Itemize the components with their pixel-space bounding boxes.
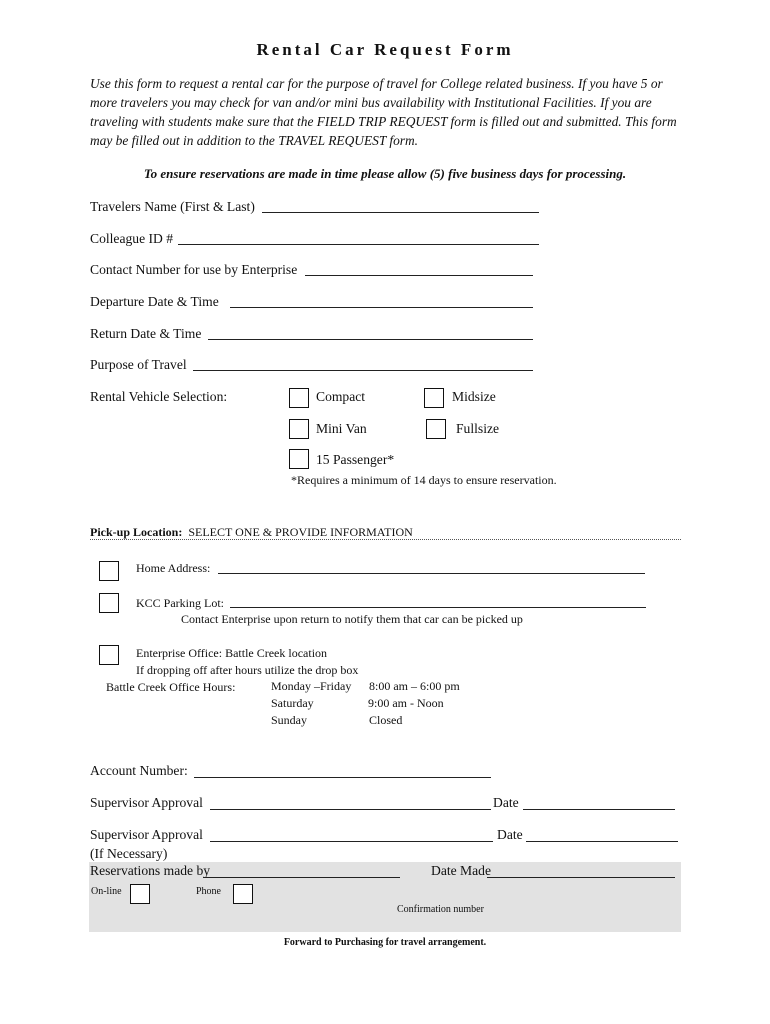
date-made-label: Date Made [431,863,492,878]
colleague-id-label: Colleague ID # [90,231,174,246]
hours-time: 8:00 am – 6:00 pm [369,679,460,693]
hours-day: Monday –Friday [271,679,352,693]
enterprise-office-label: Enterprise Office: Battle Creek location [136,646,328,660]
fullsize-checkbox[interactable] [426,419,446,439]
home-address-field[interactable] [218,573,645,574]
supervisor-date-2-label: Date [497,827,523,842]
departure-field[interactable] [230,307,533,308]
home-address-label: Home Address: [136,561,211,575]
phone-label: Phone [196,886,221,897]
form-title: Rental Car Request Form [256,40,514,59]
confirmation-number-label: Confirmation number [397,904,484,915]
passenger15-label: 15 Passenger* [316,452,395,467]
minivan-label: Mini Van [316,421,367,436]
kcc-parking-label: KCC Parking Lot: [136,596,225,610]
kcc-parking-field[interactable] [230,607,646,608]
hours-day: Sunday [271,713,307,727]
travelers-name-label: Travelers Name (First & Last) [90,199,255,214]
reservations-made-by-field[interactable] [203,877,400,878]
enterprise-office-checkbox[interactable] [99,645,119,665]
kcc-parking-checkbox[interactable] [99,593,119,613]
passenger15-checkbox[interactable] [289,449,309,469]
travelers-name-field[interactable] [262,212,539,213]
account-number-label: Account Number: [90,763,188,778]
purpose-field[interactable] [193,370,533,371]
account-number-field[interactable] [194,777,491,778]
contact-number-field[interactable] [305,275,533,276]
departure-label: Departure Date & Time [90,294,219,309]
if-necessary-label: (If Necessary) [90,846,168,861]
pickup-heading-rest: SELECT ONE & PROVIDE INFORMATION [188,525,413,539]
hours-day: Saturday [271,696,314,710]
online-checkbox[interactable] [130,884,150,904]
dropbox-note: If dropping off after hours utilize the drop box [136,663,359,677]
supervisor-approval-2-label: Supervisor Approval [90,827,203,842]
supervisor-approval-2-field[interactable] [210,841,493,842]
supervisor-date-field[interactable] [523,809,675,810]
supervisor-approval-field[interactable] [210,809,491,810]
pickup-heading [90,525,413,540]
supervisor-date-2-field[interactable] [526,841,678,842]
office-hours-label: Battle Creek Office Hours: [106,680,236,694]
midsize-label: Midsize [452,389,496,404]
pickup-divider [90,539,681,540]
kcc-parking-note: Contact Enterprise upon return to notify them that car can be picked up [181,612,523,626]
reservations-made-by-label: Reservations made by [90,863,211,878]
return-field[interactable] [208,339,533,340]
phone-checkbox[interactable] [233,884,253,904]
hours-time: Closed [369,713,403,727]
footer-note: Forward to Purchasing for travel arrangement. [283,937,487,948]
return-label: Return Date & Time [90,326,202,341]
fullsize-label: Fullsize [456,421,500,436]
home-address-checkbox[interactable] [99,561,119,581]
intro-paragraph: Use this form to request a rental car for the purpose of travel for College related business. If you have 5 or more travelers you may check for van and/or mini bus availability with Institutional Facilities. If you are traveling with students make sure that the FIELD TRIP REQUEST form is filled out and submitted. This form may be filled out in addition to the TRAVEL REQUEST form. [90,76,677,148]
compact-label: Compact [316,389,366,404]
midsize-checkbox[interactable] [424,388,444,408]
supervisor-date-label: Date [493,795,519,810]
hours-time: 9:00 am - Noon [368,696,444,710]
contact-number-label: Contact Number for use by Enterprise [90,262,298,277]
vehicle-selection-label: Rental Vehicle Selection: [90,389,228,404]
online-label: On-line [91,886,122,897]
colleague-id-field[interactable] [178,244,539,245]
date-made-field[interactable] [487,877,675,878]
processing-notice: To ensure reservations are made in time please allow (5) five business days for processing. [143,166,627,181]
compact-checkbox[interactable] [289,388,309,408]
purpose-label: Purpose of Travel [90,357,187,372]
passenger15-note: *Requires a minimum of 14 days to ensure reservation. [291,473,557,487]
supervisor-approval-label: Supervisor Approval [90,795,203,810]
minivan-checkbox[interactable] [289,419,309,439]
pickup-heading-bold: Pick-up Location: [90,525,183,539]
